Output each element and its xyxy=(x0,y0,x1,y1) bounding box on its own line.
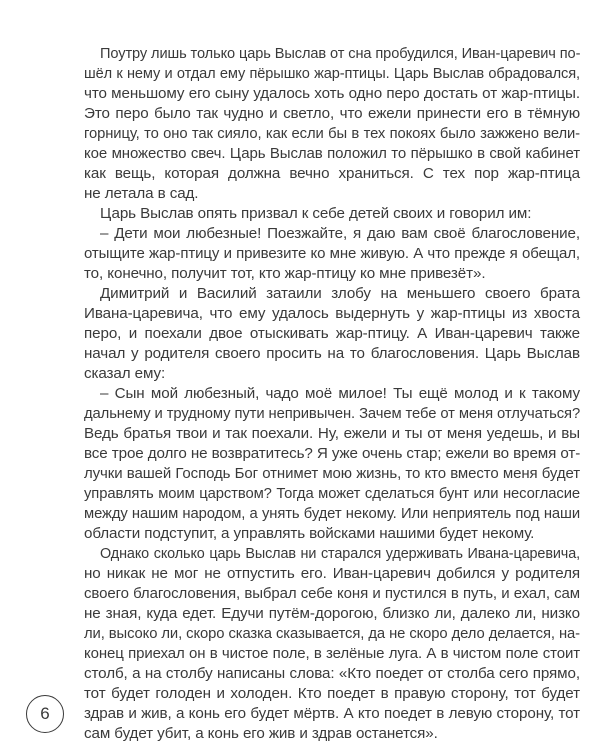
text-line: то, конечно, получит тот, кто жар-птицу ко мне привезёт». xyxy=(84,265,486,282)
text-line: но никак не мог не отпустить его. Иван-царевич добился у родителя xyxy=(84,565,580,582)
paragraph xyxy=(84,284,580,384)
text-line: горницу, то оно так сияло, как если бы в тех покоях было зажжено вели- xyxy=(84,126,580,142)
paragraph xyxy=(84,544,580,744)
text-line: перо, и поехали двое отыскивать жар-птицу. А Иван-царевич также xyxy=(84,325,580,342)
text-line: конец приехал он в чистое поле, в зелёные луга. А в чистом поле стоит xyxy=(84,645,580,662)
text-line: начал у родителя своего просить на то благословения. Царь Выслав xyxy=(84,345,580,362)
text-line: тот будет голоден и холоден. Кто поедет в правую сторону, тот будет xyxy=(84,685,580,702)
text-line: своего благословения, выбрал себе коня и пустился в путь, и ехал, сам xyxy=(84,585,580,602)
text-line: как вещь, которая должна вечно храниться. С тех пор жар-птица xyxy=(84,165,580,182)
text-line: дальнему и трудному пути непривычен. Зачем тебе от меня отлучаться? xyxy=(84,406,581,422)
text-line: сам будет убит, а конь его жив и здрав останется». xyxy=(84,725,438,742)
text-line: что меньшому его сыну удалось хоть одно перо достать от жар-птицы. xyxy=(84,85,580,102)
text-line: здрав и жив, а конь его будет мёртв. А кто поедет в левую сторону, тот xyxy=(84,705,580,722)
text-line: области подступит, а управлять войсками нашими будет некому. xyxy=(84,525,535,542)
text-line: Однако сколько царь Выслав ни старался удерживать Ивана-царевича, xyxy=(100,546,580,562)
text-line: столб, а на столбу написаны слова: «Кто поедет от столба сего прямо, xyxy=(84,665,580,682)
paragraph xyxy=(84,384,580,544)
text-line: кое множество свеч. Царь Выслав положил то пёрышко в свой кабинет xyxy=(84,145,580,162)
text-line: все трое долго не возвратитесь? Я уже очень стар; ежели во время от- xyxy=(84,445,581,462)
text-line: шёл к нему и отдал ему пёрышко жар-птицы. Царь Выслав обрадовался, xyxy=(84,66,580,82)
paragraph xyxy=(84,204,580,224)
text-line: – Сын мой любезный, чадо моё милое! Ты ещё молод и к такому xyxy=(100,385,580,402)
text-line: Димитрий и Василий затаили злобу на меньшего своего брата xyxy=(100,285,580,302)
paragraph xyxy=(84,44,580,204)
text-line: сказал ему: xyxy=(84,365,166,382)
text-line: между нашим народом, а унять будет некому. Или неприятель под наши xyxy=(84,506,580,522)
text-line: Ведь братья твои и так поехали. Ну, ежели и ты от меня уедешь, и вы xyxy=(84,425,580,442)
text-line: ли, высоко ли, скоро сказка сказывается, да не скоро дело делается, на- xyxy=(84,626,580,642)
text-line: Это перо было так чудно и светло, что ежели принести его в тёмную xyxy=(84,105,580,122)
text-line: – Дети мои любезные! Поезжайте, я даю вам своё благословение, xyxy=(100,225,580,242)
text-line: управлять моим царством? Тогда может сделаться бунт или несогласие xyxy=(84,486,580,502)
text-line: отыщите жар-птицу и привезите ко мне живую. А что прежде я обещал, xyxy=(84,245,580,262)
text-line: Ивана-царевича, что ему удалось выдернуть у жар-птицы из хвоста xyxy=(84,305,580,322)
text-line: не зная, куда едет. Едучи путём-дорогою, близко ли, далеко ли, низко xyxy=(84,605,580,622)
text-line: Царь Выслав опять призвал к себе детей своих и говорил им: xyxy=(100,205,532,222)
page-number: 6 xyxy=(26,695,64,733)
text-line: лучки вашей Господь Бог отнимет мою жизнь, то кто вместо меня будет xyxy=(84,465,580,482)
text-line: Поутру лишь только царь Выслав от сна пробудился, Иван-царевич по- xyxy=(100,46,581,62)
text-line: не летала в сад. xyxy=(84,185,199,202)
paragraph xyxy=(84,224,580,284)
text-column xyxy=(84,44,580,744)
